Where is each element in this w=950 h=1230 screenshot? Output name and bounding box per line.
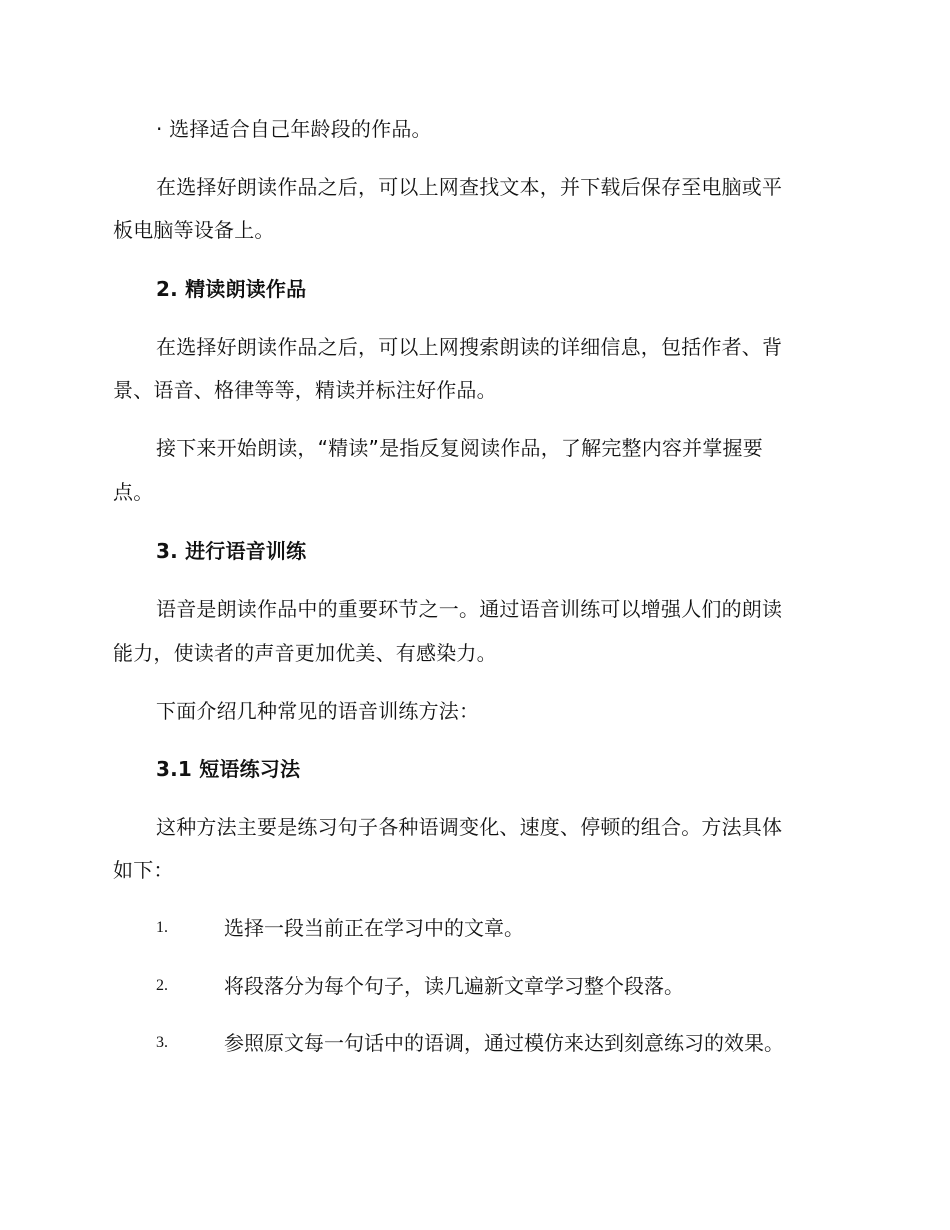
section-heading: 3. 进行语音训练 <box>156 539 307 563</box>
bullet-item: · 选择适合自己年龄段的作品。 <box>156 117 432 141</box>
list-number: 2. <box>156 977 168 994</box>
paragraph-line: 点。 <box>113 480 154 504</box>
paragraph-line: 如下： <box>113 858 174 882</box>
paragraph-line: 下面介绍几种常见的语音训练方法： <box>156 699 480 723</box>
list-item-text: 参照原文每一句话中的语调，通过模仿来达到刻意练习的效果。 <box>224 1031 784 1055</box>
paragraph-line: 接下来开始朗读，“精读”是指反复阅读作品，了解完整内容并掌握要 <box>156 436 763 460</box>
list-item-text: 将段落分为每个句子，读几遍新文章学习整个段落。 <box>224 974 684 998</box>
paragraph-line: 在选择好朗读作品之后，可以上网搜索朗读的详细信息，包括作者、背 <box>156 335 783 359</box>
section-heading: 2. 精读朗读作品 <box>156 277 307 301</box>
paragraph-line: 语音是朗读作品中的重要环节之一。通过语音训练可以增强人们的朗读 <box>156 597 783 621</box>
subsection-heading: 3.1 短语练习法 <box>156 757 301 781</box>
paragraph-line: 能力，使读者的声音更加优美、有感染力。 <box>113 641 497 665</box>
paragraph-line: 板电脑等设备上。 <box>113 218 275 242</box>
list-number: 1. <box>156 919 168 936</box>
list-item-text: 选择一段当前正在学习中的文章。 <box>224 916 524 940</box>
list-number: 3. <box>156 1034 168 1051</box>
paragraph-line: 景、语音、格律等等，精读并标注好作品。 <box>113 378 497 402</box>
paragraph-line: 在选择好朗读作品之后，可以上网查找文本，并下载后保存至电脑或平 <box>156 175 783 199</box>
paragraph-line: 这种方法主要是练习句子各种语调变化、速度、停顿的组合。方法具体 <box>156 815 783 839</box>
